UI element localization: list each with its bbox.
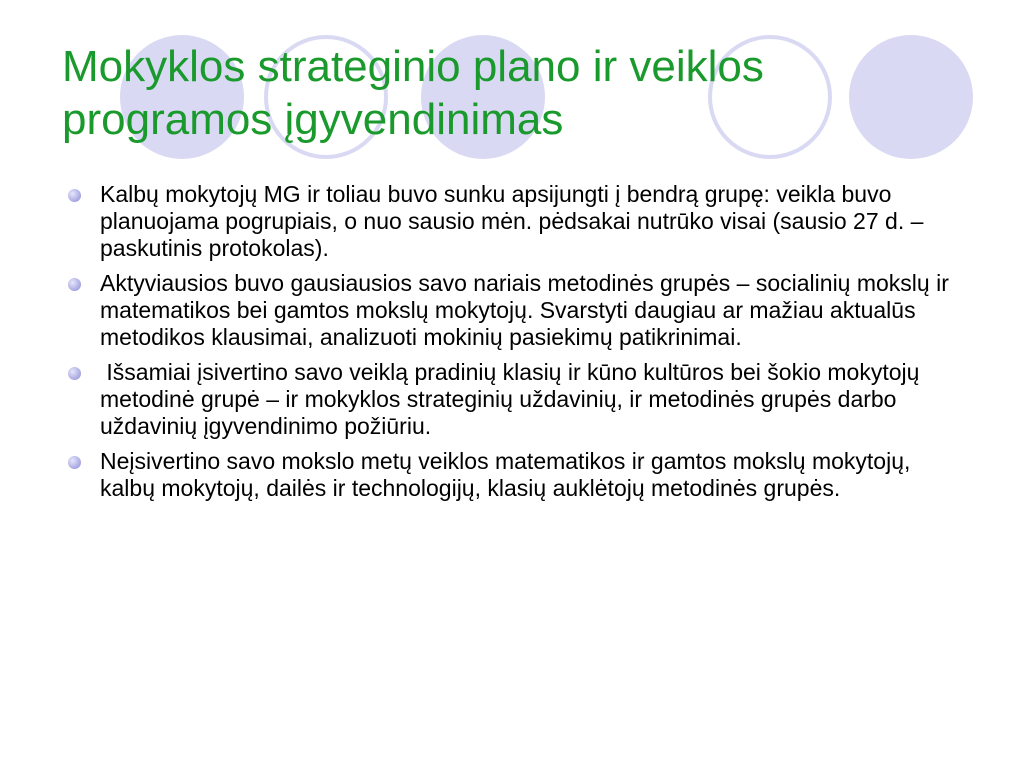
bullet-dot-icon (68, 367, 81, 380)
bullet-dot-icon (68, 456, 81, 469)
bullet-list (62, 181, 962, 510)
bullet-text: Išsamiai įsivertino savo veiklą pradinių klasių ir kūno kultūros bei šokio mokytojų metodinė grupė – ir mokyklos strateginių uždavinių, ir metodinės grupės darbo uždavinių įgyvendinimo požiūriu. (100, 359, 926, 439)
bullet-item (62, 359, 962, 440)
bullet-dot-icon (68, 189, 81, 202)
bullet-item (62, 448, 962, 502)
bullet-text: Aktyviausios buvo gausiausios savo nariais metodinės grupės – socialinių mokslų ir matematikos bei gamtos mokslų mokytojų. Svarstyti daugiau ar mažiau aktualūs metodikos klausimai, analizuoti mokinių pasiekimų patikrinimai. (100, 270, 949, 350)
bullet-item (62, 270, 962, 351)
slide-title: Mokyklos strateginio plano ir veiklos programos įgyvendinimas (62, 42, 764, 144)
bullet-text: Neįsivertino savo mokslo metų veiklos matematikos ir gamtos mokslų mokytojų, kalbų mokytojų, dailės ir technologijų, klasių auklėtojų metodinės grupės. (100, 448, 911, 501)
bullet-dot-icon (68, 278, 81, 291)
bullet-item (62, 181, 962, 262)
bullet-text: Kalbų mokytojų MG ir toliau buvo sunku apsijungti į bendrą grupę: veikla buvo planuojama pogrupiais, o nuo sausio mėn. pėdsakai nutrūko visai (sausio 27 d. – paskutinis protokolas). (100, 181, 924, 261)
